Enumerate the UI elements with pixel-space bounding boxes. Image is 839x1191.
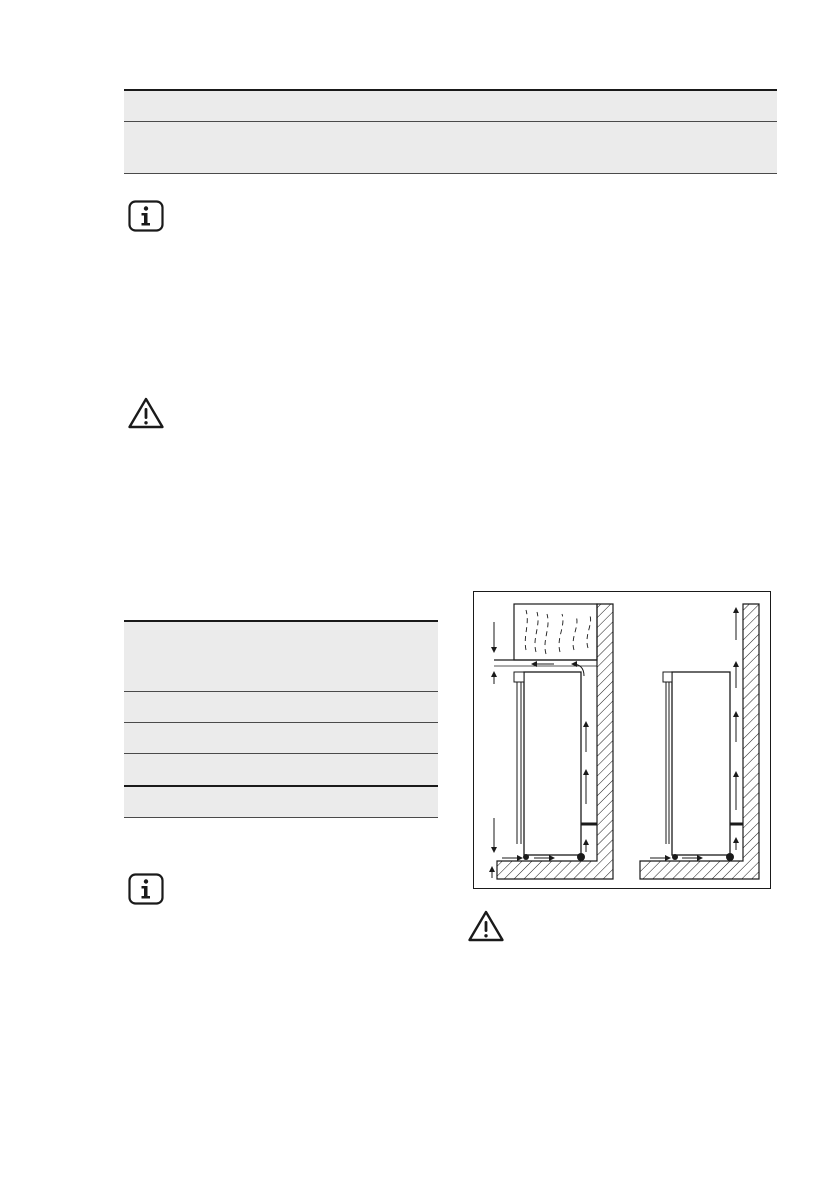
freestanding-installation-drawing: [640, 604, 759, 879]
top-table-row-2: [124, 122, 777, 173]
clearance-table-row-1: [124, 692, 438, 722]
clearance-table-row-2: [124, 723, 438, 753]
clearance-table: [124, 620, 438, 820]
ventilation-figure: [473, 591, 771, 889]
top-table: [124, 89, 777, 175]
top-table-row-1: [124, 91, 777, 121]
warning-icon: [467, 909, 505, 943]
clearance-table-row-3: [124, 754, 438, 785]
clearance-table-row-4: [124, 787, 438, 817]
clearance-table-header: [124, 622, 438, 691]
info-icon: [128, 200, 164, 232]
top-table-bottom-rule: [124, 173, 777, 174]
info-icon: [128, 873, 164, 905]
warning-icon: [127, 396, 165, 430]
built-in-installation-drawing: [492, 604, 613, 879]
ventilation-diagram: [474, 592, 770, 888]
clearance-table-bottom-rule: [124, 817, 438, 818]
